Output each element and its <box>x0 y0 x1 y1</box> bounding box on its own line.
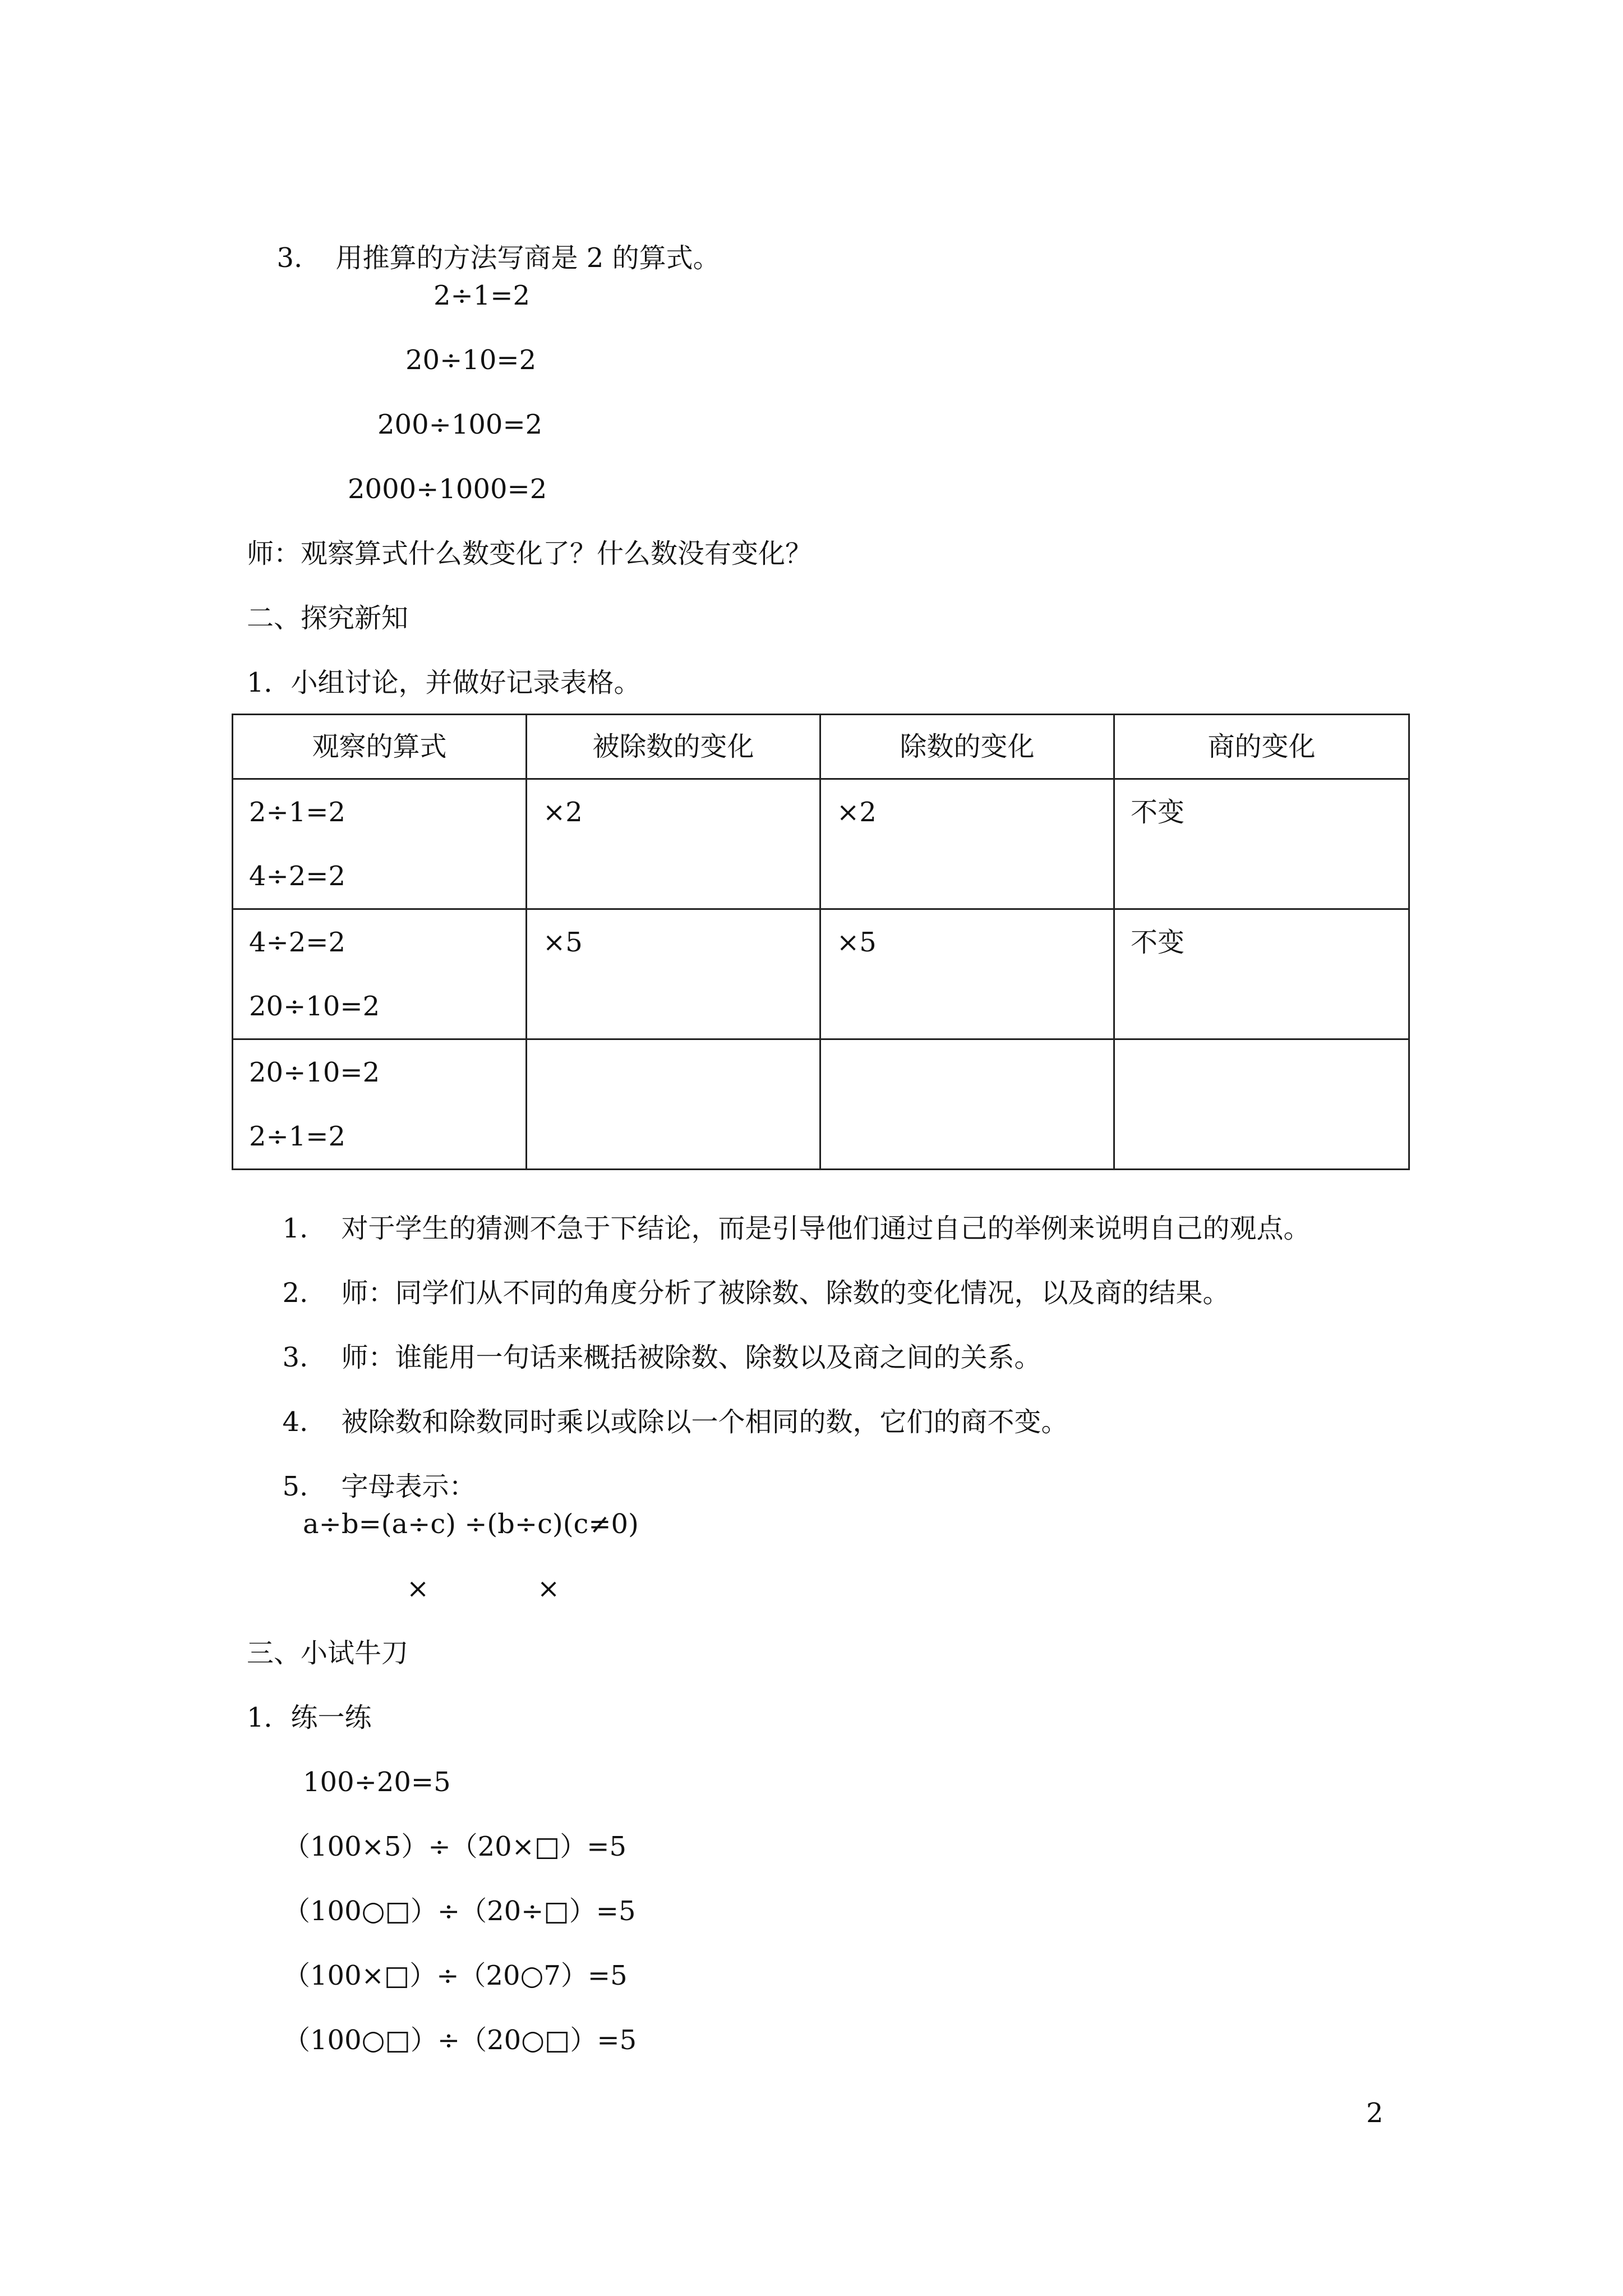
letter-formula: a÷b=(a÷c) ÷(b÷c)(c≠0) <box>303 1508 639 1540</box>
cell-equation: 2÷1=2 <box>249 797 346 828</box>
table-row <box>233 909 1409 1039</box>
note-text: 被除数和除数同时乘以或除以一个相同的数，它们的商不变。 <box>341 1406 1068 1438</box>
practice-task: 1．练一练 <box>247 1702 372 1733</box>
item-text: 用推算的方法写商是 2 的算式。 <box>335 242 720 274</box>
dividend-change <box>527 1040 819 1105</box>
header-quotient-change: 商的变化 <box>1114 715 1409 779</box>
note-text: 对于学生的猜测不急于下结论，而是引导他们通过自己的举例来说明自己的观点。 <box>341 1213 1311 1244</box>
note-item <box>265 1188 1311 1242</box>
dividend-cell <box>527 779 820 909</box>
exercise-line: （100○□）÷（20÷□）=5 <box>283 1895 636 1927</box>
exercise-line: （100×□）÷（20○7）=5 <box>283 1960 628 1991</box>
cell-equation: 4÷2=2 <box>249 861 346 892</box>
note-text: 师：同学们从不同的角度分析了被除数、除数的变化情况，以及商的结果。 <box>341 1277 1230 1309</box>
page-number: 2 <box>1366 2097 1384 2129</box>
table-row <box>233 779 1409 909</box>
note-number: 3. <box>282 1342 308 1373</box>
exercise-line: （100×5）÷（20×□）=5 <box>283 1831 627 1862</box>
teacher-question: 师：观察算式什么数变化了？什么数没有变化？ <box>247 538 813 569</box>
quotient-cell <box>1114 909 1409 1039</box>
note-text: 师：谁能用一句话来概括被除数、除数以及商之间的关系。 <box>341 1342 1041 1373</box>
dividend-cell <box>527 1039 820 1170</box>
observation-table <box>232 714 1410 1170</box>
exercise-line: （100○□）÷（20○□）=5 <box>283 2024 637 2056</box>
note-text: 字母表示： <box>341 1471 476 1502</box>
intro-item <box>260 218 720 272</box>
header-dividend-change: 被除数的变化 <box>527 715 820 779</box>
note-item <box>265 1446 476 1500</box>
cell-equation: 2÷1=2 <box>249 1121 346 1152</box>
note-item <box>265 1382 1068 1438</box>
divisor-change: ×2 <box>837 797 877 828</box>
formula-multiply-mark: × <box>407 1573 430 1604</box>
section-heading-two: 二、探究新知 <box>247 602 409 634</box>
cell-equation: 4÷2=2 <box>249 927 346 958</box>
equation-3: 200÷100=2 <box>377 409 543 440</box>
equation-2: 20÷10=2 <box>405 344 537 376</box>
note-item <box>265 1317 1041 1371</box>
equations-cell <box>233 779 527 909</box>
equations-cell <box>233 1039 527 1170</box>
item-number: 3. <box>276 242 303 274</box>
note-number: 5. <box>282 1471 308 1502</box>
divisor-change: ×5 <box>837 927 877 958</box>
exercise-line: 100÷20=5 <box>303 1766 451 1798</box>
table-header-row <box>233 715 1409 779</box>
quotient-change <box>1115 1040 1408 1105</box>
note-item <box>265 1253 1230 1309</box>
dividend-change: ×2 <box>543 797 583 828</box>
equations-cell <box>233 909 527 1039</box>
quotient-cell <box>1114 779 1409 909</box>
dividend-cell <box>527 909 820 1039</box>
note-number: 1. <box>282 1213 308 1244</box>
note-number: 2. <box>282 1277 308 1309</box>
equation-1: 2÷1=2 <box>434 280 531 311</box>
divisor-cell <box>820 1039 1114 1170</box>
note-number: 4. <box>282 1406 308 1438</box>
section-heading-three: 三、小试牛刀 <box>247 1637 409 1669</box>
divisor-cell <box>820 779 1114 909</box>
quotient-cell <box>1114 1039 1409 1170</box>
divisor-change <box>821 1040 1113 1105</box>
header-divisor-change: 除数的变化 <box>820 715 1114 779</box>
divisor-cell <box>820 909 1114 1039</box>
quotient-change: 不变 <box>1131 927 1185 958</box>
formula-multiply-mark: × <box>537 1573 560 1604</box>
header-equations: 观察的算式 <box>233 715 527 779</box>
quotient-change: 不变 <box>1131 797 1185 828</box>
dividend-change: ×5 <box>543 927 583 958</box>
cell-equation: 20÷10=2 <box>249 991 380 1022</box>
discussion-task: 1．小组讨论，并做好记录表格。 <box>247 667 641 698</box>
table-row <box>233 1039 1409 1170</box>
cell-equation: 20÷10=2 <box>249 1057 380 1088</box>
equation-4: 2000÷1000=2 <box>348 473 547 505</box>
